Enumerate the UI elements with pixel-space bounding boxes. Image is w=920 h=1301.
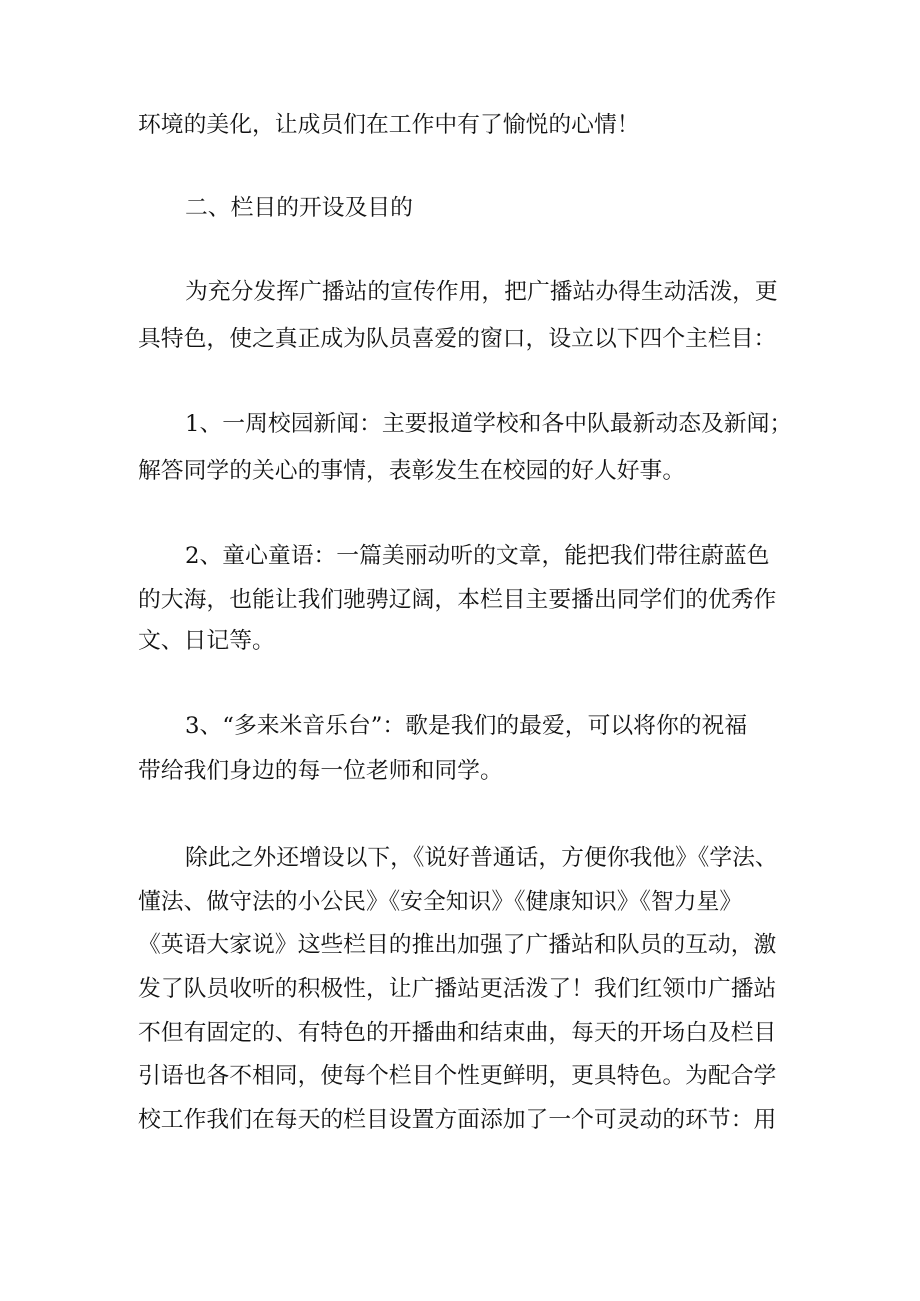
list-item-line: 文、日记等。: [138, 628, 275, 654]
paragraph-line: 懂法、做守法的小公民》《安全知识》《健康知识》《智力星》: [138, 889, 743, 915]
paragraph-line: 引语也各不相同，使每个栏目个性更鲜明，更具特色。为配合学: [138, 1063, 777, 1089]
paragraph-line: 除此之外还增设以下，《说好普通话，方便你我他》《学法、: [185, 845, 778, 871]
paragraph-line: 校工作我们在每天的栏目设置方面添加了一个可灵动的环节：用: [138, 1107, 777, 1133]
list-item-line: 的大海，也能让我们驰骋辽阔，本栏目主要播出同学们的优秀作: [138, 587, 777, 613]
paragraph-line: 为充分发挥广播站的宣传作用，把广播站办得生动活泼，更: [185, 279, 778, 305]
list-item-line: 解答同学的关心的事情，表彰发生在校园的好人好事。: [138, 458, 686, 484]
section-heading: 二、栏目的开设及目的: [185, 195, 413, 221]
paragraph-line: 《英语大家说》这些栏目的推出加强了广播站和队员的互动，激: [138, 932, 777, 958]
list-item-line: 1、一周校园新闻：主要报道学校和各中队最新动态及新闻；: [185, 411, 793, 437]
list-item-line: 2、童心童语：一篇美丽动听的文章，能把我们带往蔚蓝色: [185, 543, 770, 569]
list-item-line: 3、“多来米音乐台”：歌是我们的最爱，可以将你的祝福: [185, 713, 748, 739]
list-item-line: 带给我们身边的每一位老师和同学。: [138, 758, 503, 784]
paragraph-line: 发了队员收听的积极性，让广播站更活泼了！我们红领巾广播站: [138, 976, 777, 1002]
paragraph-line: 不但有固定的、有特色的开播曲和结束曲，每天的开场白及栏目: [138, 1020, 777, 1046]
paragraph-line: 具特色，使之真正成为队员喜爱的窗口，设立以下四个主栏目：: [138, 326, 777, 352]
paragraph-line: 环境的美化，让成员们在工作中有了愉悦的心情！: [138, 112, 640, 138]
